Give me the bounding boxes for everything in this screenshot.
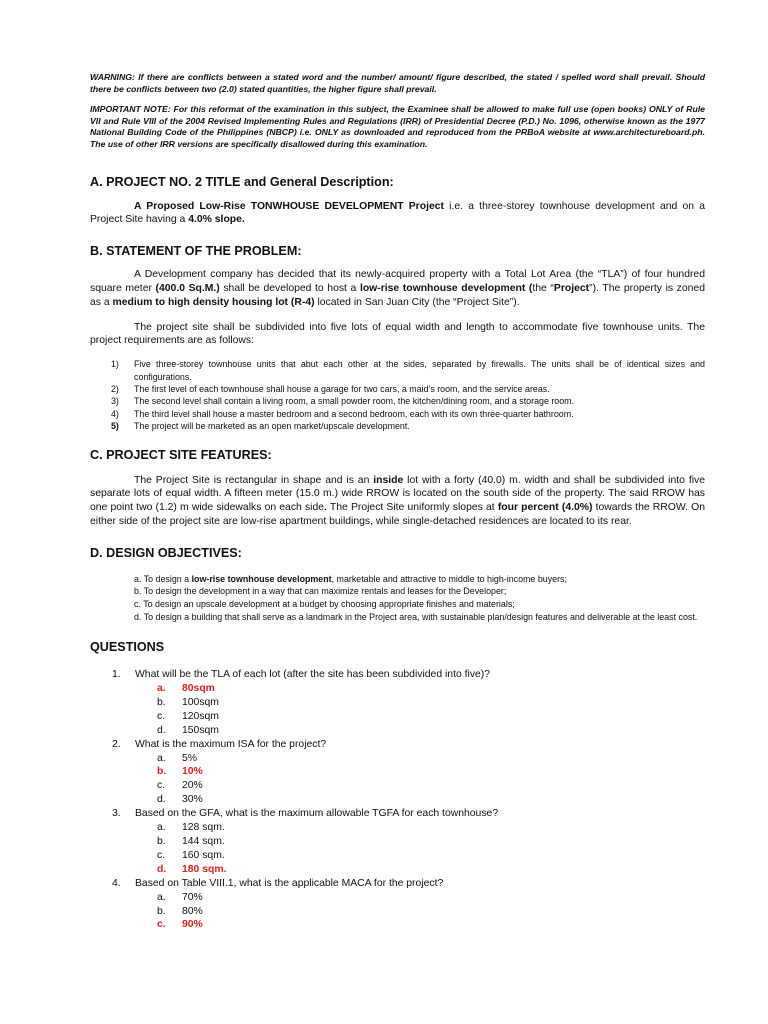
section-b-heading: B. STATEMENT OF THE PROBLEM:: [90, 244, 302, 259]
answer-option: [157, 891, 705, 905]
option-text: 80%: [182, 905, 203, 917]
option-text: 100sqm: [182, 696, 219, 708]
question-number: 2.: [112, 738, 121, 750]
requirements-list: [90, 358, 705, 432]
option-letter: d.: [157, 794, 166, 806]
option-letter: b.: [157, 766, 167, 778]
option-letter: d.: [157, 863, 167, 875]
option-text: 10%: [182, 766, 203, 778]
question-text: What is the maximum ISA for the project?: [135, 738, 327, 750]
option-text: 70%: [182, 891, 203, 903]
list-item: 5) The project will be marketed as an open market/upscale development.: [111, 421, 410, 432]
question-item: [90, 877, 705, 891]
answer-option: [157, 752, 705, 766]
option-letter: a.: [157, 891, 166, 903]
answer-option: [157, 724, 705, 738]
question-number: 3.: [112, 808, 121, 820]
option-letter: c.: [157, 710, 166, 722]
list-item: 3) The second level shall contain a living room, a small powder room, the kitchen/dining room, and a storage room.: [111, 396, 575, 407]
option-letter: c.: [157, 849, 166, 861]
option-text: 20%: [182, 780, 203, 792]
list-item: b. To design the development in a way that can maximize rentals and leases for the Developer;: [134, 586, 507, 597]
option-text: 120sqm: [182, 710, 219, 722]
correct-answer-option: [157, 918, 705, 932]
option-letter: c.: [157, 919, 166, 931]
option-letter: a.: [157, 683, 166, 695]
section-b-paragraph-1: A Development company has decided that its newly-acquired property with a Total Lot Area (the “TLA”) of four hundred square meter (400.0 Sq.M.) shall be developed to host a low-rise townhouse development (the “Project”). The property is zoned as a medium to high density housing lot (R-4) located in San Juan City (the “Project Site”).: [90, 269, 705, 308]
questions-list: [90, 668, 705, 932]
correct-answer-option: [157, 863, 705, 877]
option-text: 160 sqm.: [182, 849, 225, 861]
answer-option: [157, 905, 705, 919]
section-c-paragraph: The Project Site is rectangular in shape and is an inside lot with a forty (40.0) m. width and shall be subdivided into five separate lots of equal width. A fifteen meter (15.0 m.) wide RROW is located on the south side of the property. The said RROW has one point two (1.2) m wide sidewalks on each side. The Project Site uniformly slopes at four percent (4.0%) towards the RROW. On either side of the project site are low-rise apartment buildings, while single-detached residences are located to its rear.: [90, 474, 706, 527]
option-text: 5%: [182, 752, 198, 764]
answer-option: [157, 835, 705, 849]
option-letter: b.: [157, 836, 166, 848]
question-text: What will be the TLA of each lot (after the site has been subdivided into five)?: [135, 669, 491, 681]
option-letter: b.: [157, 905, 166, 917]
question-item: [90, 807, 705, 821]
question-text: Based on Table VIII.1, what is the applicable MACA for the project?: [135, 877, 444, 889]
option-letter: a.: [157, 822, 166, 834]
answer-option: [157, 793, 705, 807]
section-a-heading: A. PROJECT NO. 2 TITLE and General Description:: [90, 174, 394, 189]
answer-option: [157, 710, 705, 724]
correct-answer-option: [157, 765, 705, 779]
design-objectives: [134, 573, 705, 623]
question-text: Based on the GFA, what is the maximum allowable TGFA for each townhouse?: [135, 808, 499, 820]
question-number: 4.: [112, 877, 121, 889]
correct-answer-option: [157, 682, 705, 696]
option-letter: b.: [157, 696, 166, 708]
questions-heading: QUESTIONS: [90, 640, 165, 655]
section-a-paragraph: A Proposed Low-Rise TONWHOUSE DEVELOPMENT Project i.e. a three-storey townhouse development and on a Project Site having a 4.0% slope.: [90, 200, 705, 226]
question-number: 1.: [112, 669, 121, 681]
option-text: 90%: [182, 919, 203, 931]
list-item: 1) Five three-storey townhouse units that abut each other at the sides, separated by firewalls. The units shall be of identical sizes and configurations.: [111, 359, 705, 382]
list-item: d. To design a building that shall serve as a landmark in the Project area, with sustainable plan/design features and deliverable at the least cost.: [134, 611, 698, 622]
answer-option: [157, 696, 705, 710]
slope-value: 4.0% slope.: [188, 214, 245, 226]
answer-option: [157, 849, 705, 863]
question-item: [90, 668, 705, 682]
exam-page: [90, 72, 705, 932]
option-text: 80sqm: [182, 683, 215, 695]
answer-option: [157, 821, 705, 835]
project-title: A Proposed Low-Rise TONWHOUSE DEVELOPMENT Project: [134, 200, 444, 212]
question-item: [90, 738, 705, 752]
list-item: c. To design an upscale development at a budget by choosing appropriate finishes and materials;: [134, 598, 515, 609]
option-text: 180 sqm.: [182, 863, 227, 875]
warning-note: WARNING: If there are conflicts between a stated word and the number/ amount/ figure described, the stated / spelled word shall prevail. Should there be conflicts between two (2.0) stated quantities, the higher figure shall prevail.: [90, 72, 705, 94]
section-d-heading: D. DESIGN OBJECTIVES:: [90, 545, 242, 560]
option-text: 144 sqm.: [182, 836, 225, 848]
option-text: 30%: [182, 794, 203, 806]
list-item: 2) The first level of each townhouse shall house a garage for two cars, a maid’s room, and the service areas.: [111, 383, 550, 394]
list-item: 4) The third level shall house a master bedroom and a second bedroom, each with its own three-quarter bathroom.: [111, 408, 574, 419]
option-letter: d.: [157, 724, 166, 736]
section-b-paragraph-2: The project site shall be subdivided into five lots of equal width and length to accommodate five townhouse units. The project requirements are as follows:: [90, 321, 705, 347]
option-letter: a.: [157, 752, 166, 764]
section-c-heading: C. PROJECT SITE FEATURES:: [90, 447, 272, 462]
option-letter: c.: [157, 780, 166, 792]
list-item: a. To design a low-rise townhouse development, marketable and attractive to middle to high-income buyers;: [134, 573, 567, 584]
important-note: IMPORTANT NOTE: For this reformat of the examination in this subject, the Examinee shall be allowed to make full use (open books) ONLY of Rule VII and Rule VIII of the 2004 Revised Implementing Rules and Regulations (IRR) of Presidential Decree (P.D.) No. 1096, otherwise known as the 1977 National Building Code of the Philippines (NBCP) i.e. ONLY as downloaded and reproduced from the PRBoA website at www.architectureboard.ph. The use of other IRR versions are specifically disallowed during this examination.: [90, 104, 705, 149]
answer-option: [157, 779, 705, 793]
option-text: 150sqm: [182, 724, 219, 736]
option-text: 128 sqm.: [182, 822, 225, 834]
